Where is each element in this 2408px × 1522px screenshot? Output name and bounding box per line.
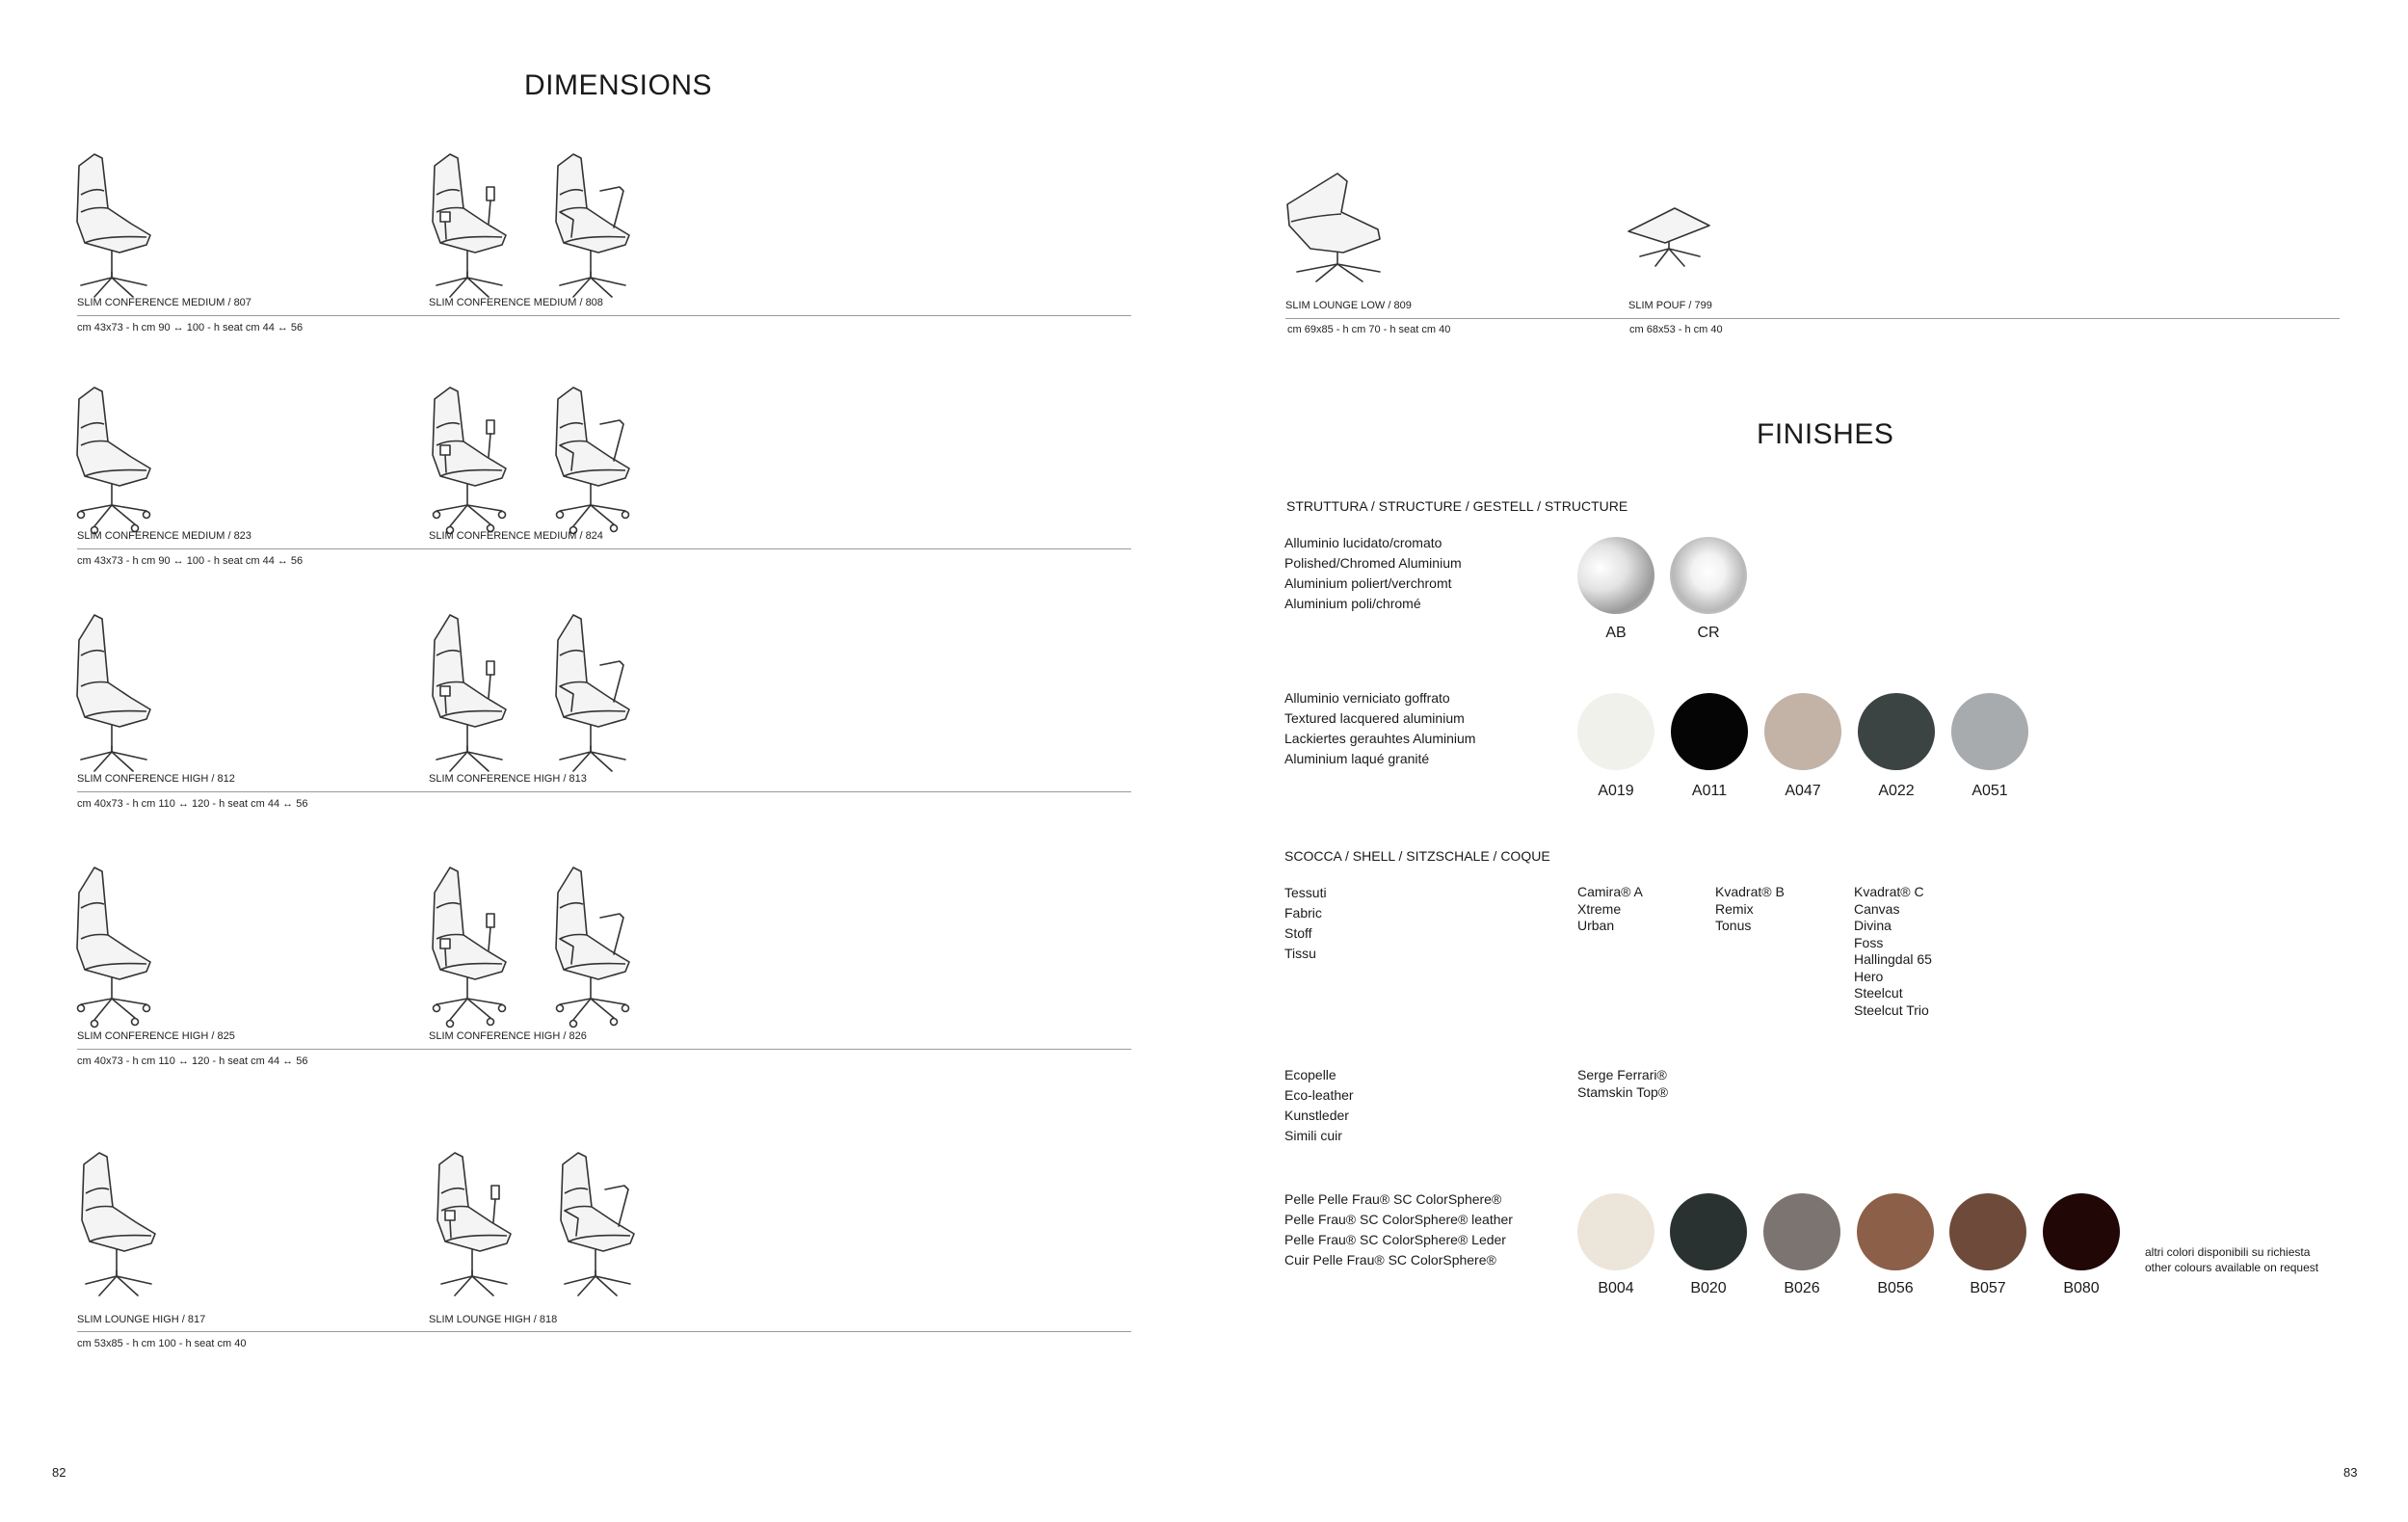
lounge-high-chair-icon [73,1151,179,1295]
swatch-CR [1670,537,1747,614]
polished-line: Aluminium poliert/verchromt [1284,575,1452,591]
caption-807: SLIM CONFERENCE MEDIUM / 807 [77,297,251,308]
page-number-left: 82 [52,1465,66,1480]
caption-825: SLIM CONFERENCE HIGH / 825 [77,1030,235,1042]
ecoleather-brands [1577,1067,1668,1101]
fabric-item: Foss [1854,934,1884,950]
caption-813: SLIM CONFERENCE HIGH / 813 [429,773,587,785]
fabric-item: Canvas [1854,900,1900,917]
availability-note [2145,1244,2318,1275]
ecoleather-line: Simili cuir [1284,1128,1342,1143]
lacquered-line: Alluminio verniciato goffrato [1284,690,1450,706]
caption-817: SLIM LOUNGE HIGH / 817 [77,1314,206,1325]
divider [77,548,1131,549]
fabric-line: Tissu [1284,946,1316,961]
caption-823: SLIM CONFERENCE MEDIUM / 823 [77,530,251,542]
conference-high-castor-armchair-icon [429,879,525,1024]
pouf-icon [1627,204,1713,272]
ecoleather-brand: Serge Ferrari® [1577,1067,1667,1082]
fabric-line: Tessuti [1284,885,1327,900]
shell-heading: SCOCCA / SHELL / SITZSCHALE / COQUE [1284,848,1550,864]
polished-line: Aluminium poli/chromé [1284,596,1421,611]
swatch-code-A022: A022 [1878,783,1915,799]
fabric-column-kvadrat-c [1854,884,1932,1019]
caption-799: SLIM POUF / 799 [1628,300,1712,311]
page-title-dimensions: DIMENSIONS [524,69,713,101]
ecoleather-line: Ecopelle [1284,1067,1336,1082]
ecoleather-line: Eco-leather [1284,1087,1354,1103]
fabric-item: Steelcut [1854,985,1903,1001]
conference-high-armchair-alt-icon [552,627,648,771]
dimensions-row-3: cm 40x73 - h cm 110 ↔ 120 - h seat cm 44 ↔ 56 [77,798,308,810]
conference-high-castor-chair-icon [73,879,170,1024]
conference-high-armchair-icon [429,627,525,771]
swatch-A019 [1577,693,1654,770]
fabric-item: Kvadrat® C [1854,884,1924,899]
swatch-code-B020: B020 [1690,1280,1727,1296]
conference-medium-armchair-icon [429,152,525,297]
conference-high-castor-armchair-alt-icon [552,879,648,1024]
leather-line: Pelle Frau® SC ColorSphere® Leder [1284,1232,1506,1247]
swatch-code-B056: B056 [1877,1280,1914,1296]
swatch-code-A051: A051 [1971,783,2008,799]
swatch-code-CR: CR [1697,625,1720,641]
polished-description [1284,533,1462,614]
lacquered-line: Lackiertes gerauhtes Aluminium [1284,731,1476,746]
conference-medium-armchair-alt-icon [552,152,648,297]
fabric-item: Hallingdal 65 [1854,951,1932,967]
swatch-B080 [2043,1193,2120,1270]
lounge-low-chair-icon [1283,172,1389,287]
fabric-column-kvadrat-b [1715,884,1785,935]
dimensions-row-2: cm 43x73 - h cm 90 ↔ 100 - h seat cm 44 ↔ 56 [77,555,304,567]
swatch-A051 [1951,693,2028,770]
fabric-line: Stoff [1284,925,1312,941]
divider [77,791,1131,792]
fabric-item: Hero [1854,968,1884,984]
lacquered-line: Textured lacquered aluminium [1284,710,1465,726]
divider [77,1049,1131,1050]
swatch-A011 [1671,693,1748,770]
caption-826: SLIM CONFERENCE HIGH / 826 [429,1030,587,1042]
conference-high-chair-icon [73,627,170,771]
dimensions-809: cm 69x85 - h cm 70 - h seat cm 40 [1287,324,1451,335]
leather-line: Cuir Pelle Frau® SC ColorSphere® [1284,1252,1496,1268]
swatch-B056 [1857,1193,1934,1270]
fabric-description [1284,883,1327,964]
fabric-item: Remix [1715,900,1754,917]
lacquered-description [1284,688,1475,769]
caption-812: SLIM CONFERENCE HIGH / 812 [77,773,235,785]
fabric-line: Fabric [1284,905,1322,921]
lounge-high-armchair-icon [429,1151,535,1295]
fabric-item: Steelcut Trio [1854,1001,1929,1018]
swatch-code-A047: A047 [1785,783,1821,799]
dimensions-row-1: cm 43x73 - h cm 90 ↔ 100 - h seat cm 44 ↔ 56 [77,322,304,334]
caption-808: SLIM CONFERENCE MEDIUM / 808 [429,297,603,308]
swatch-code-B057: B057 [1970,1280,2006,1296]
caption-824: SLIM CONFERENCE MEDIUM / 824 [429,530,603,542]
dimensions-row-4: cm 40x73 - h cm 110 ↔ 120 - h seat cm 44 ↔ 56 [77,1055,308,1067]
structure-heading: STRUTTURA / STRUCTURE / GESTELL / STRUCTURE [1286,498,1628,514]
leather-line: Pelle Frau® SC ColorSphere® leather [1284,1212,1513,1227]
swatch-A047 [1764,693,1841,770]
leather-description [1284,1189,1513,1270]
swatch-code-B004: B004 [1598,1280,1634,1296]
swatch-A022 [1858,693,1935,770]
ecoleather-line: Kunstleder [1284,1108,1349,1123]
swatch-code-A019: A019 [1598,783,1634,799]
note-line: other colours available on request [2145,1261,2319,1274]
conference-medium-castor-armchair-icon [429,386,525,530]
fabric-column-camira [1577,884,1643,935]
fabric-item: Xtreme [1577,900,1622,917]
dimensions-row-5: cm 53x85 - h cm 100 - h seat cm 40 [77,1338,247,1349]
page-number-right: 83 [2343,1465,2358,1480]
polished-line: Polished/Chromed Aluminium [1284,555,1462,571]
page-title-finishes: FINISHES [1757,418,1894,450]
note-line: altri colori disponibili su richiesta [2145,1245,2311,1259]
fabric-item: Tonus [1715,918,1752,933]
conference-medium-castor-chair-icon [73,386,170,530]
swatch-B057 [1949,1193,2026,1270]
swatch-B004 [1577,1193,1654,1270]
swatch-code-B026: B026 [1784,1280,1820,1296]
caption-818: SLIM LOUNGE HIGH / 818 [429,1314,558,1325]
leather-line: Pelle Pelle Frau® SC ColorSphere® [1284,1191,1502,1207]
caption-809: SLIM LOUNGE LOW / 809 [1285,300,1412,311]
conference-medium-chair-icon [73,152,170,297]
polished-line: Alluminio lucidato/cromato [1284,535,1442,550]
fabric-item: Kvadrat® B [1715,884,1785,899]
swatch-code-AB: AB [1605,625,1627,641]
swatch-code-B080: B080 [2063,1280,2100,1296]
swatch-B020 [1670,1193,1747,1270]
fabric-item: Urban [1577,918,1615,933]
divider [1285,318,2340,319]
fabric-item: Divina [1854,918,1892,933]
lounge-high-armchair-alt-icon [552,1151,658,1295]
lacquered-line: Aluminium laqué granité [1284,751,1430,766]
divider [77,1331,1131,1332]
swatch-AB [1577,537,1654,614]
fabric-item: Camira® A [1577,884,1643,899]
swatch-B026 [1763,1193,1840,1270]
dimensions-799: cm 68x53 - h cm 40 [1629,324,1723,335]
conference-medium-castor-armchair-alt-icon [552,386,648,530]
ecoleather-brand: Stamskin Top® [1577,1083,1669,1100]
swatch-code-A011: A011 [1691,783,1728,799]
divider [77,315,1131,316]
ecoleather-description [1284,1065,1354,1146]
